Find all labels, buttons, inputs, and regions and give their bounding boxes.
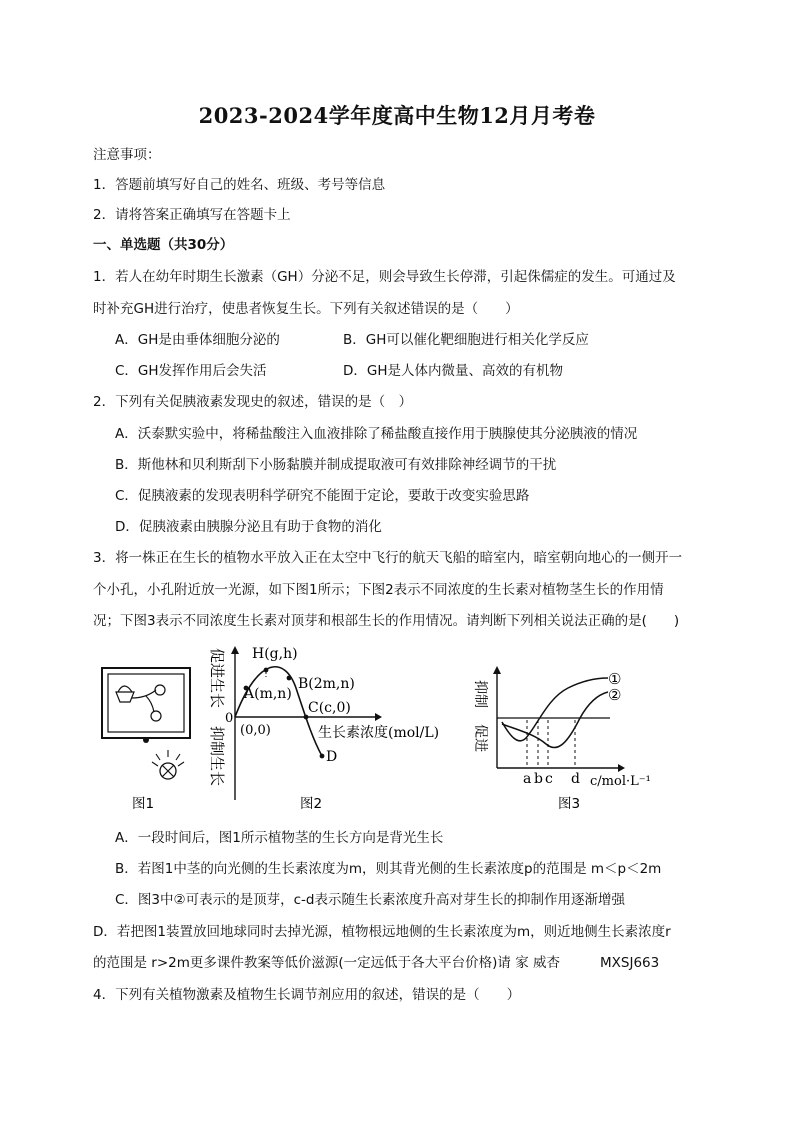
q1-option-c: C．GH发挥作用后会失活: [115, 363, 267, 379]
fig2-zero: 0: [225, 711, 234, 726]
section-heading: 一、单选题（共30分）: [93, 237, 234, 253]
q1-option-d: D．GH是人体内微量、高效的有机物: [343, 363, 564, 379]
fig3-y-inhibit-label: 抑制: [472, 680, 488, 708]
q3-option-a: A．一段时间后，图1所示植物茎的生长方向是背光生长: [115, 830, 444, 846]
fig3-tick-c: c: [545, 771, 553, 787]
figure-2-caption: 图2: [300, 796, 323, 812]
fig2-point-b: [287, 676, 292, 681]
fig3-x-arrow: [618, 764, 625, 772]
fig3-tick-d: d: [571, 771, 580, 787]
fig3-y-promote-label: 促进: [472, 724, 488, 752]
figure-2: [208, 646, 439, 812]
fig2-label-a: A(m,n): [244, 686, 292, 702]
q2-option-c: C．促胰液素的发现表明科学研究不能囿于定论，要敢于改变实验思路: [115, 488, 530, 504]
q3-option-d-line2: [93, 953, 659, 973]
q2-option-d: D．促胰液素由胰腺分泌且有助于食物的消化: [115, 519, 382, 535]
fig2-x-axis-label: 生长素浓度(mol/L): [318, 725, 440, 741]
notice-item-2: 2．请将答案正确填写在答题卡上: [93, 207, 291, 223]
fig2-y-arrow: [231, 646, 239, 654]
figure-3: [472, 666, 651, 812]
dark-box: [102, 668, 190, 738]
figure-1-caption: 图1: [132, 796, 155, 812]
fig3-curve-2-label: ②: [608, 686, 622, 704]
q4-stem: 4．下列有关植物激素及植物生长调节剂应用的叙述，错误的是（ ）: [93, 987, 521, 1003]
fig2-label-b: B(2m,n): [298, 676, 355, 692]
q3-option-b: B．若图1中茎的向光侧的生长素浓度为m，则其背光侧的生长素浓度p的范围是 m＜p＜2m: [115, 861, 662, 877]
figure-3-caption: 图3: [558, 796, 581, 812]
q2-option-a: A．沃泰默实验中，将稀盐酸注入血液排除了稀盐酸直接作用于胰腺使其分泌胰液的情况: [115, 426, 638, 442]
fig3-curve-1: [502, 678, 608, 741]
fig2-y-promote-label: 促进生长: [208, 648, 226, 709]
q3-option-c: C．图3中②可表示的是顶芽，c-d表示随生长素浓度升高对芽生长的抑制作用逐渐增强: [115, 892, 625, 908]
q3-option-d-tag: MXSJ663: [600, 955, 660, 971]
q1-stem-line2: 时补充GH进行治疗，使患者恢复生长。下列有关叙述错误的是（ ）: [93, 301, 519, 317]
pot-icon: [116, 686, 134, 702]
fig2-point-d: [320, 754, 325, 759]
q3-stem-line1: 3．将一株正在生长的植物水平放入正在太空中飞行的航天飞船的暗室内，暗室朝向地心的一侧开一: [93, 550, 683, 566]
q1-option-a: A．GH是由垂体细胞分泌的: [115, 332, 280, 348]
fig2-point-h: [264, 668, 269, 673]
flower-icon: [155, 685, 165, 695]
fig2-label-origin: (0,0): [240, 723, 271, 738]
exam-title: 2023-2024学年度高中生物12月月考卷: [198, 103, 596, 128]
q3-figures: [90, 640, 710, 820]
notice-header: 注意事项：: [93, 147, 161, 163]
fig2-y-inhibit-label: 抑制生长: [208, 726, 226, 787]
fig3-tick-a: a: [523, 771, 532, 787]
fig3-y-arrow: [493, 666, 501, 674]
plant-stem-icon: [132, 690, 156, 712]
q1-option-b: B．GH可以催化靶细胞进行相关化学反应: [343, 332, 589, 348]
q1-stem-line1: 1．若人在幼年时期生长激素（GH）分泌不足，则会导致生长停滞，引起侏儒症的发生。可通过及: [93, 269, 676, 285]
figure-1: [102, 668, 190, 812]
q3-stem-line2: 个小孔，小孔附近放一光源，如下图1所示；下图2表示不同浓度的生长素对植物茎生长的作用情: [93, 582, 664, 598]
fig3-x-axis-label: c/mol·L⁻¹: [590, 774, 651, 789]
fig2-label-h: H(g,h): [252, 646, 298, 662]
hole-icon: [143, 737, 149, 743]
fig2-label-d: D: [326, 749, 338, 765]
notice-item-1: 1．答题前填写好自己的姓名、班级、考号等信息: [93, 177, 386, 193]
q3-option-d-line1: D．若把图1装置放回地球同时去掉光源，植物根远地侧的生长素浓度为m，则近地侧生长素浓度r: [93, 924, 671, 940]
dark-box-inner: [108, 674, 184, 732]
light-bulb-cross: [162, 765, 174, 777]
flower-icon: [151, 711, 161, 721]
q2-stem: 2．下列有关促胰液素发现史的叙述，错误的是（ ）: [93, 394, 413, 410]
fig2-x-arrow: [375, 713, 382, 721]
q2-option-b: B．斯他林和贝利斯刮下小肠黏膜并制成提取液可有效排除神经调节的干扰: [115, 457, 557, 473]
fig3-curve-1-label: ①: [608, 670, 622, 688]
q3-option-d-text: 的范围是 r>2m更多课件教案等低价滋源(一定远低于各大平台价格)请 家 威杏: [93, 955, 561, 971]
q3-stem-line3: 况；下图3表示不同浓度生长素对顶芽和根部生长的作用情况。请判断下列相关说法正确的是( ): [93, 613, 680, 629]
fig2-label-c: C(c,0): [308, 700, 351, 716]
fig3-tick-b: b: [534, 771, 543, 787]
fig3-curve-2: [502, 692, 608, 748]
